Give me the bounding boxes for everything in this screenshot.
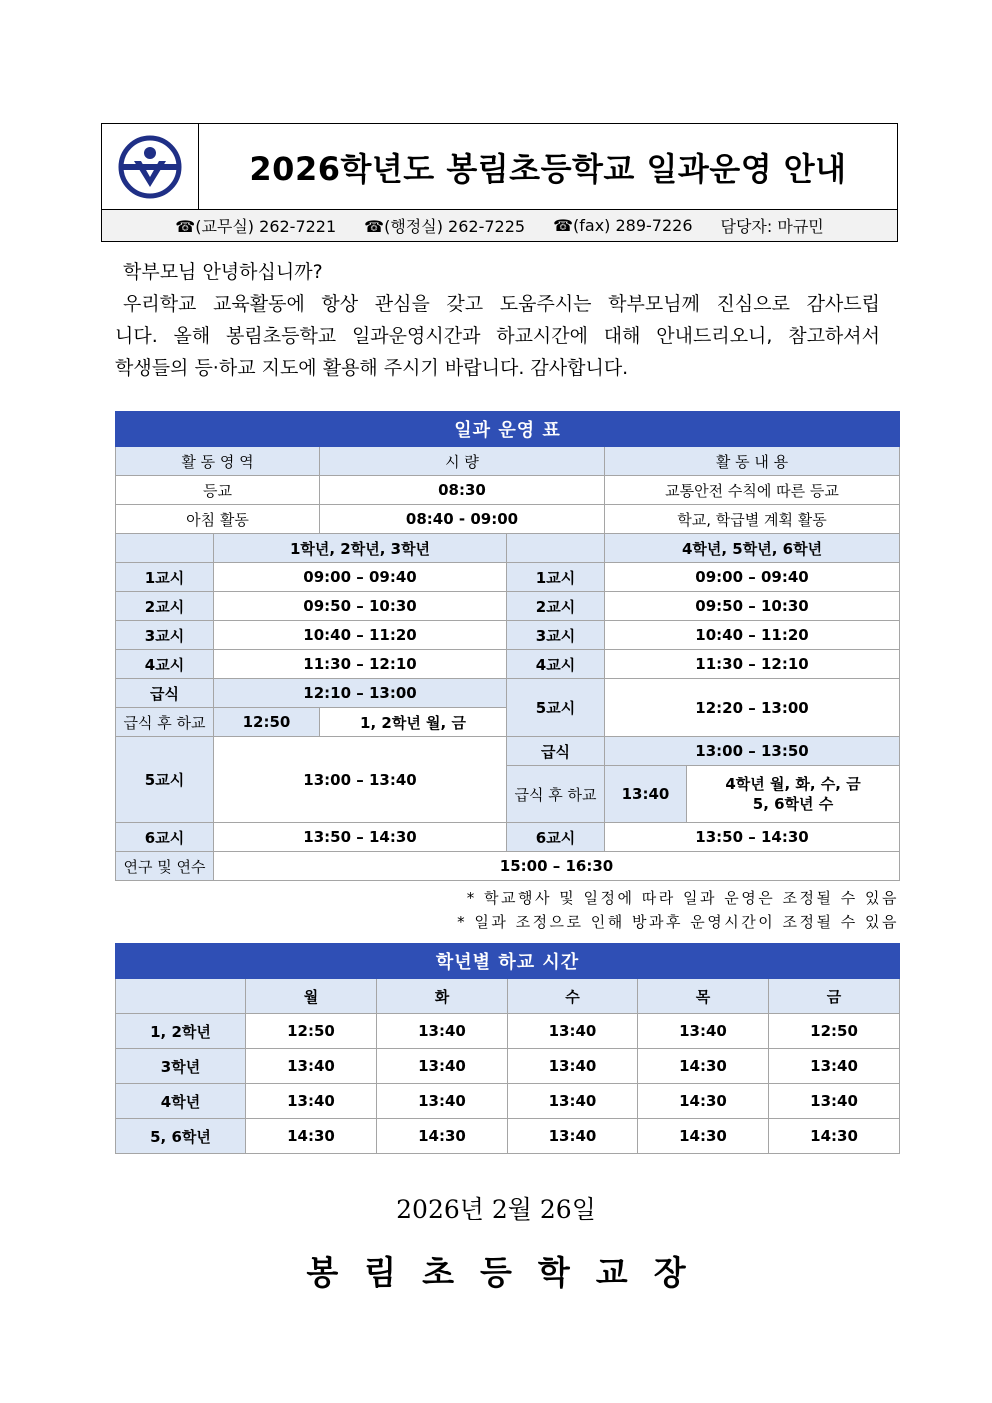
dismissal-time: 13:40 bbox=[377, 1084, 508, 1119]
contact-office: ☎(교무실) 262-7221 bbox=[175, 217, 337, 236]
day-header: 목 bbox=[638, 979, 769, 1014]
a-lunch-time: 12:10 – 13:00 bbox=[214, 679, 507, 708]
period-label: 4교시 bbox=[507, 650, 605, 679]
dismissal-table bbox=[115, 943, 900, 1154]
period-time: 09:50 – 10:30 bbox=[214, 592, 507, 621]
dismissal-time: 13:40 bbox=[246, 1049, 377, 1084]
dismissal-time: 13:40 bbox=[377, 1049, 508, 1084]
grade-label: 3학년 bbox=[116, 1049, 246, 1084]
arrival-label: 등교 bbox=[116, 476, 320, 505]
day-header: 금 bbox=[769, 979, 900, 1014]
a-lunch-leave-note: 1, 2학년 월, 금 bbox=[320, 708, 507, 737]
dismissal-title: 학년별 하교 시간 bbox=[116, 944, 900, 979]
dismissal-time: 12:50 bbox=[769, 1014, 900, 1049]
group-a-corner bbox=[116, 534, 214, 563]
period-label: 1교시 bbox=[507, 563, 605, 592]
col-header-content: 활 동 내 용 bbox=[605, 447, 900, 476]
morning-content: 학교, 학급별 계획 활동 bbox=[605, 505, 900, 534]
period-label: 2교시 bbox=[116, 592, 214, 621]
dismissal-time: 14:30 bbox=[638, 1049, 769, 1084]
contact-fax: ☎(fax) 289-7226 bbox=[553, 216, 693, 235]
dismissal-row bbox=[116, 1049, 900, 1084]
arrival-content: 교통안전 수칙에 따른 등교 bbox=[605, 476, 900, 505]
dismissal-time: 13:40 bbox=[769, 1049, 900, 1084]
intro-line-1: 우리학교 교육활동에 항상 관심을 갖고 도움주시는 학부모님께 진심으로 감사드립 bbox=[123, 293, 880, 315]
school-emblem-icon bbox=[118, 135, 182, 199]
dismissal-time: 13:40 bbox=[508, 1119, 638, 1154]
day-header: 수 bbox=[508, 979, 638, 1014]
dismissal-row bbox=[116, 1119, 900, 1154]
b-lunch-leave-time: 13:40 bbox=[605, 766, 687, 823]
period-time: 09:00 – 09:40 bbox=[214, 563, 507, 592]
note-line: * 학교행사 및 일정에 따라 일과 운영은 조정될 수 있음 bbox=[466, 889, 899, 907]
col-header-area: 활 동 영 역 bbox=[116, 447, 320, 476]
principal-signature: 봉림초등학교장 bbox=[306, 1253, 712, 1292]
dismissal-time: 14:30 bbox=[638, 1084, 769, 1119]
a-period6-label: 6교시 bbox=[116, 823, 214, 852]
period-time: 11:30 – 12:10 bbox=[605, 650, 900, 679]
contact-row bbox=[102, 209, 897, 241]
dismissal-time: 13:40 bbox=[638, 1014, 769, 1049]
b-lunch-label: 급식 bbox=[507, 737, 605, 766]
b-lunch-leave-label: 급식 후 하교 bbox=[507, 766, 605, 823]
period-label: 3교시 bbox=[507, 621, 605, 650]
dismissal-time: 13:40 bbox=[508, 1084, 638, 1119]
dismissal-time: 13:40 bbox=[769, 1084, 900, 1119]
b-lunch-time: 13:00 – 13:50 bbox=[605, 737, 900, 766]
dismissal-time: 13:40 bbox=[508, 1049, 638, 1084]
group-a-header: 1학년, 2학년, 3학년 bbox=[214, 534, 507, 563]
document-date: 2026년 2월 26일 bbox=[396, 1195, 596, 1224]
day-header: 월 bbox=[246, 979, 377, 1014]
period-label: 3교시 bbox=[116, 621, 214, 650]
dismissal-time: 13:40 bbox=[508, 1014, 638, 1049]
period-label: 4교시 bbox=[116, 650, 214, 679]
b-period6-label: 6교시 bbox=[507, 823, 605, 852]
note-line: * 일과 조정으로 인해 방과후 운영시간이 조정될 수 있음 bbox=[457, 913, 899, 931]
b-lunch-leave-note-2: 5, 6학년 수 bbox=[752, 795, 834, 813]
dismissal-time: 13:40 bbox=[246, 1084, 377, 1119]
dismissal-row bbox=[116, 1014, 900, 1049]
group-b-corner bbox=[507, 534, 605, 563]
period-time: 09:00 – 09:40 bbox=[605, 563, 900, 592]
b-period5-label: 5교시 bbox=[507, 679, 605, 737]
grade-label: 5, 6학년 bbox=[116, 1119, 246, 1154]
dismissal-time: 14:30 bbox=[638, 1119, 769, 1154]
page-title: 2026학년도 봉림초등학교 일과운영 안내 bbox=[249, 149, 847, 188]
b-lunch-leave-note bbox=[687, 766, 900, 823]
greeting: 학부모님 안녕하십니까? bbox=[123, 261, 323, 283]
a-period6-time: 13:50 – 14:30 bbox=[214, 823, 507, 852]
grade-label: 1, 2학년 bbox=[116, 1014, 246, 1049]
dismissal-row bbox=[116, 1084, 900, 1119]
intro-line-3: 학생들의 등·하교 지도에 활용해 주시기 바랍니다. 감사합니다. bbox=[115, 357, 629, 379]
period-time: 10:40 – 11:20 bbox=[214, 621, 507, 650]
b-period6-time: 13:50 – 14:30 bbox=[605, 823, 900, 852]
notes bbox=[115, 886, 899, 934]
morning-label: 아침 활동 bbox=[116, 505, 320, 534]
morning-time: 08:40 - 09:00 bbox=[320, 505, 605, 534]
arrival-time: 08:30 bbox=[320, 476, 605, 505]
period-label: 2교시 bbox=[507, 592, 605, 621]
dismissal-time: 14:30 bbox=[246, 1119, 377, 1154]
logo-cell bbox=[102, 124, 199, 209]
col-header-time: 시 량 bbox=[320, 447, 605, 476]
a-lunch-leave-time: 12:50 bbox=[214, 708, 320, 737]
period-time: 10:40 – 11:20 bbox=[605, 621, 900, 650]
a-lunch-leave-label: 급식 후 하교 bbox=[116, 708, 214, 737]
a-period5-label: 5교시 bbox=[116, 737, 214, 823]
dismissal-time: 13:40 bbox=[377, 1014, 508, 1049]
period-label: 1교시 bbox=[116, 563, 214, 592]
intro-text bbox=[115, 256, 880, 384]
period-time: 09:50 – 10:30 bbox=[605, 592, 900, 621]
research-label: 연구 및 연수 bbox=[116, 852, 214, 881]
a-lunch-label: 급식 bbox=[116, 679, 214, 708]
contact-admin: ☎(행정실) 262-7225 bbox=[364, 217, 526, 236]
header-box bbox=[101, 123, 898, 242]
grade-label: 4학년 bbox=[116, 1084, 246, 1119]
dismissal-time: 12:50 bbox=[246, 1014, 377, 1049]
research-time: 15:00 – 16:30 bbox=[214, 852, 900, 881]
day-header: 화 bbox=[377, 979, 508, 1014]
b-period5-time: 12:20 – 13:00 bbox=[605, 679, 900, 737]
dismissal-corner bbox=[116, 979, 246, 1014]
schedule-title: 일과 운영 표 bbox=[116, 412, 900, 447]
dismissal-time: 14:30 bbox=[377, 1119, 508, 1154]
intro-line-2: 니다. 올해 봉림초등학교 일과운영시간과 하교시간에 대해 안내드리오니, 참고하셔서 bbox=[115, 325, 880, 347]
period-time: 11:30 – 12:10 bbox=[214, 650, 507, 679]
schedule-table bbox=[115, 411, 900, 881]
group-b-header: 4학년, 5학년, 6학년 bbox=[605, 534, 900, 563]
a-period5-time: 13:00 – 13:40 bbox=[214, 737, 507, 823]
b-lunch-leave-note-1: 4학년 월, 화, 수, 금 bbox=[725, 775, 861, 793]
dismissal-time: 14:30 bbox=[769, 1119, 900, 1154]
contact-person: 담당자: 마규민 bbox=[720, 217, 824, 236]
